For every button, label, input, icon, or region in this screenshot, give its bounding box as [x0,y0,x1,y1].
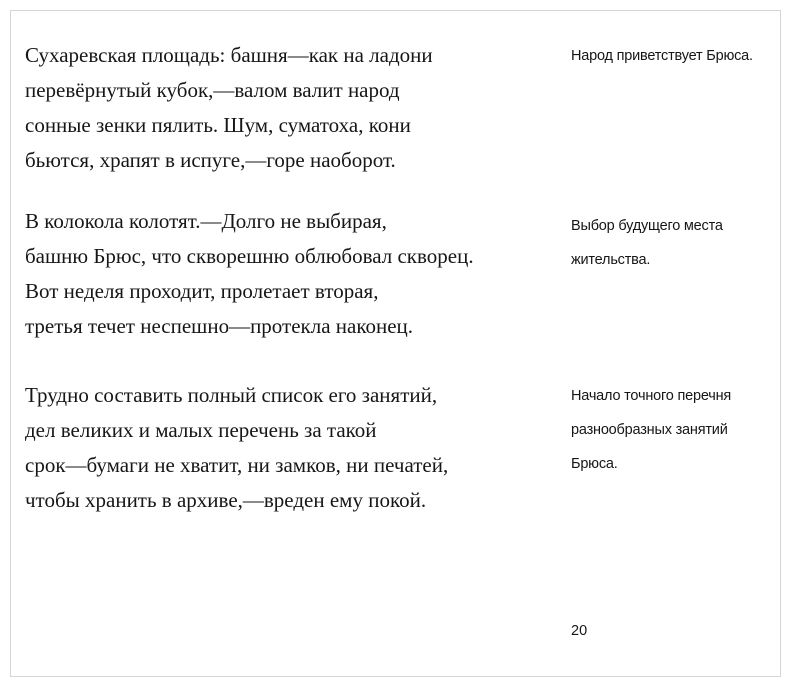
stanza-2 [25,204,565,344]
page-number: 20 [571,623,588,639]
stanza-line: перевёрнутый кубок,—валом валит народ [25,78,400,102]
stanza-line: чтобы хранить в архиве,—вреден ему покой. [25,488,427,512]
margin-note-1 [571,39,776,73]
margin-note-line: Брюса. [571,456,618,472]
margin-note-line: разнообразных занятий [571,422,728,438]
stanza-line: дел великих и малых перечень за такой [25,418,377,442]
stanza-line: срок—бумаги не хватит, ни замков, ни печатей, [25,453,449,477]
margin-note-line: Начало точного перечня [571,388,732,404]
stanza-line: Трудно составить полный список его занятий, [25,383,438,407]
margin-note-line: жительства. [571,252,651,268]
margin-note-3 [571,379,776,481]
stanza-line: сонные зенки пялить. Шум, суматоха, кони [25,113,411,137]
stanza-line: бьются, храпят в испуге,—горе наоборот. [25,148,396,172]
margin-note-2 [571,209,776,277]
stanza-line: Сухаревская площадь: башня—как на ладони [25,43,433,67]
stanza-line: В колокола колотят.—Долго не выбирая, [25,209,387,233]
stanza-line: башню Брюс, что скворешню облюбовал скворец. [25,244,474,268]
margin-note-line: Народ приветствует Брюса. [571,48,753,64]
book-page [10,10,781,677]
stanza-line: третья течет неспешно—протекла наконец. [25,314,414,338]
margin-note-line: Выбор будущего места [571,218,723,234]
stanza-line: Вот неделя проходит, пролетает вторая, [25,279,379,303]
stanza-1 [25,38,565,178]
stanza-3 [25,378,565,518]
